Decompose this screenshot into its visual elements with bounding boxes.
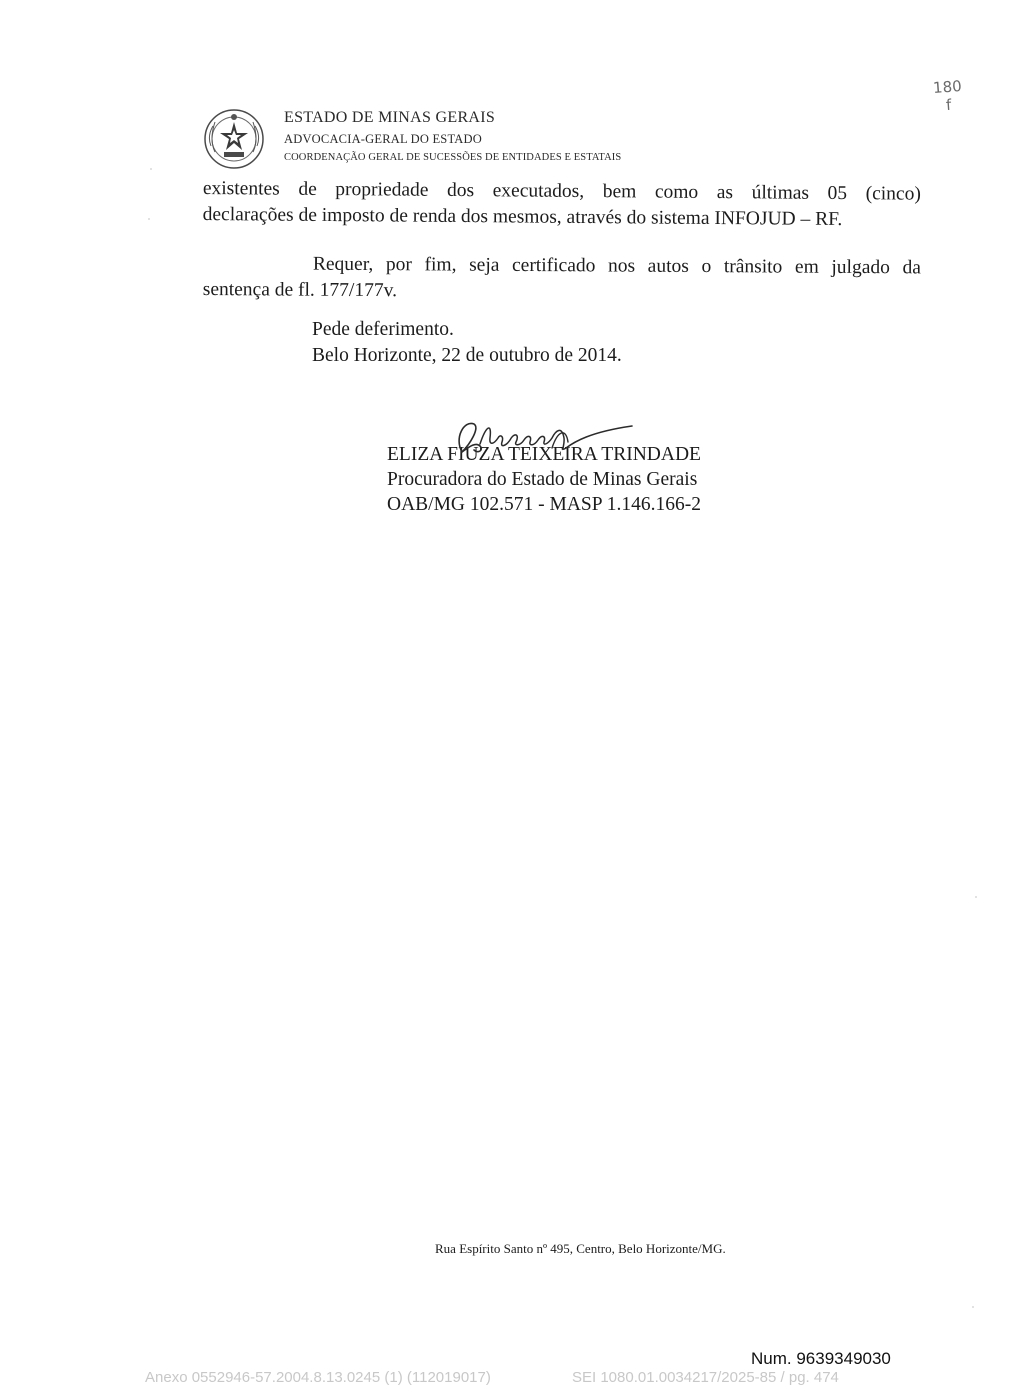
scan-speck [150,168,152,170]
paragraph-1 [203,176,921,234]
scan-speck [975,896,977,898]
footer-sei-reference: SEI 1080.01.0034217/2025-85 / pg. 474 [572,1369,839,1386]
header-state: ESTADO DE MINAS GERAIS [284,109,496,126]
paragraph-1-line-1: existentes de propriedade dos executados, bem como as últimas 05 (cinco) [202,177,921,205]
closing-request: Pede deferimento. [312,319,454,340]
paragraph-2-line-2: sentença de fl. 177/177v. [202,278,398,302]
folio-letter: f [945,95,952,115]
paragraph-1-line-2: declarações de imposto de renda dos mesmos, através do sistema INFOJUD – RF. [202,203,843,231]
office-address: Rua Espírito Santo nº 495, Centro, Belo Horizonte/MG. [435,1241,726,1256]
coat-of-arms-icon [203,108,265,170]
footer-annex-reference: Anexo 0552946-57.2004.8.13.0245 (1) (112019017) [145,1369,491,1386]
scan-speck [148,218,150,220]
folio-mark [927,77,969,116]
header-agency: ADVOCACIA-GERAL DO ESTADO [284,132,482,146]
paragraph-2 [203,251,921,307]
folio-number: 180 [932,77,963,97]
signer-title: Procuradora do Estado de Minas Gerais [387,469,698,490]
paragraph-2-line-1: Requer, por fim, seja certificado nos autos o trânsito em julgado da [312,253,921,279]
handwritten-signature [440,408,640,468]
scan-speck [972,1306,974,1308]
place-and-date: Belo Horizonte, 22 de outubro de 2014. [312,345,622,366]
signer-registration: OAB/MG 102.571 - MASP 1.146.166-2 [387,494,702,515]
signer-name: ELIZA FIUZA TEIXEIRA TRINDADE [387,444,701,465]
header-department: COORDENAÇÃO GERAL DE SUCESSÕES DE ENTIDADES E ESTATAIS [284,152,622,163]
document-number: Num. 9639349030 [751,1349,891,1368]
